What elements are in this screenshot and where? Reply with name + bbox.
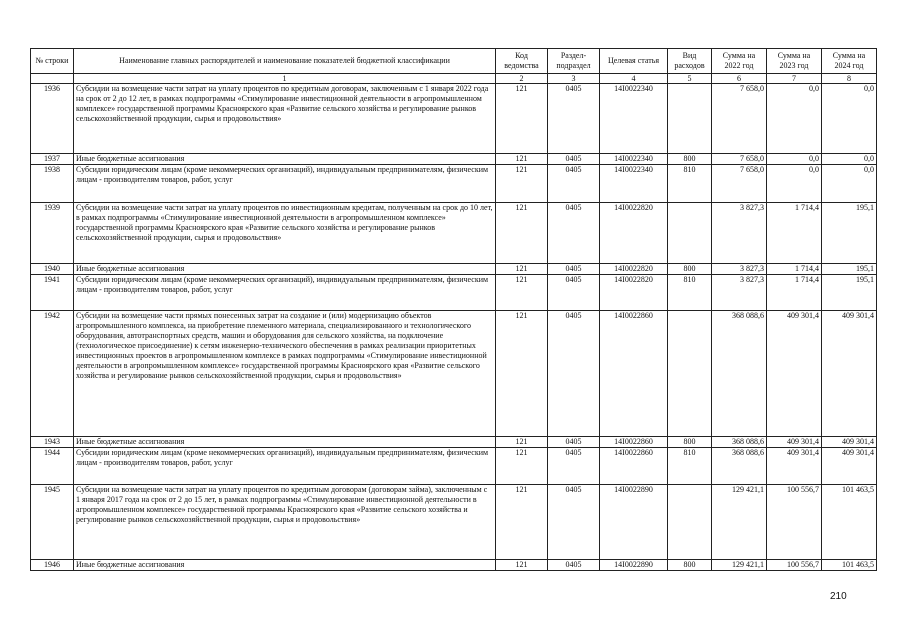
row-section: 0405 bbox=[548, 275, 600, 311]
table-row bbox=[31, 448, 877, 485]
row-target: 14I0022860 bbox=[600, 311, 668, 437]
row-target: 14I0022890 bbox=[600, 485, 668, 560]
header-sum-2022: Сумма на 2022 год bbox=[712, 49, 767, 74]
table-row bbox=[31, 560, 877, 571]
row-name: Иные бюджетные ассигнования bbox=[74, 154, 496, 165]
row-sum-2023: 1 714,4 bbox=[767, 275, 822, 311]
row-type bbox=[668, 203, 712, 264]
row-sum-2023: 100 556,7 bbox=[767, 560, 822, 571]
table-row bbox=[31, 437, 877, 448]
row-type bbox=[668, 311, 712, 437]
row-sum-2024: 0,0 bbox=[822, 165, 877, 203]
row-no: 1944 bbox=[31, 448, 74, 485]
table-row bbox=[31, 264, 877, 275]
row-sum-2024: 409 301,4 bbox=[822, 437, 877, 448]
col-number: 8 bbox=[822, 74, 877, 84]
row-dept: 121 bbox=[496, 437, 548, 448]
table-row bbox=[31, 165, 877, 203]
row-name: Иные бюджетные ассигнования bbox=[74, 264, 496, 275]
row-sum-2024: 195,1 bbox=[822, 203, 877, 264]
row-section: 0405 bbox=[548, 311, 600, 437]
row-type: 810 bbox=[668, 165, 712, 203]
row-sum-2023: 0,0 bbox=[767, 165, 822, 203]
row-no: 1938 bbox=[31, 165, 74, 203]
row-sum-2023: 409 301,4 bbox=[767, 448, 822, 485]
row-section: 0405 bbox=[548, 154, 600, 165]
table-header-row bbox=[31, 49, 877, 74]
row-name: Иные бюджетные ассигнования bbox=[74, 437, 496, 448]
row-section: 0405 bbox=[548, 448, 600, 485]
row-no: 1945 bbox=[31, 485, 74, 560]
column-number-row bbox=[31, 74, 877, 84]
table-row bbox=[31, 203, 877, 264]
row-sum-2022: 7 658,0 bbox=[712, 84, 767, 154]
row-no: 1946 bbox=[31, 560, 74, 571]
row-type: 800 bbox=[668, 560, 712, 571]
row-no: 1941 bbox=[31, 275, 74, 311]
row-sum-2024: 0,0 bbox=[822, 154, 877, 165]
row-dept: 121 bbox=[496, 311, 548, 437]
row-name: Субсидии юридическим лицам (кроме некоммерческих организаций), индивидуальным предпринимателям, физическим лицам - производителям товаров, работ, услуг bbox=[74, 165, 496, 203]
row-sum-2023: 409 301,4 bbox=[767, 437, 822, 448]
row-name: Субсидии юридическим лицам (кроме некоммерческих организаций), индивидуальным предпринимателям, физическим лицам - производителям товаров, работ, услуг bbox=[74, 275, 496, 311]
row-section: 0405 bbox=[548, 485, 600, 560]
row-sum-2024: 195,1 bbox=[822, 264, 877, 275]
row-dept: 121 bbox=[496, 165, 548, 203]
row-sum-2023: 409 301,4 bbox=[767, 311, 822, 437]
row-sum-2022: 368 088,6 bbox=[712, 437, 767, 448]
row-name: Субсидии на возмещение части затрат на уплату процентов по кредитным договорам, заключенным с 1 января 2022 года на срок от 2 до 12 лет, в рамках подпрограммы «Стимулирование инвестиционной деятельности в агропромышленном комплексе» государственной программы Красноярского края «Развитие сельского хозяйства и регулирование рынков сельскохозяйственной продукции, сырья и продовольствия» bbox=[74, 84, 496, 154]
row-dept: 121 bbox=[496, 448, 548, 485]
row-target: 14I0022340 bbox=[600, 165, 668, 203]
row-sum-2023: 100 556,7 bbox=[767, 485, 822, 560]
table-row bbox=[31, 311, 877, 437]
table-row bbox=[31, 84, 877, 154]
row-sum-2024: 409 301,4 bbox=[822, 448, 877, 485]
row-no: 1943 bbox=[31, 437, 74, 448]
col-number: 7 bbox=[767, 74, 822, 84]
row-name: Субсидии на возмещение части затрат на уплату процентов по кредитным договорам (договорам займа), заключенным с 1 января 2017 года на срок от 2 до 15 лет, в рамках подпрограммы «Стимулирование инвестиционной деятельности в агропромышленном комплексе» государственной программы Красноярского края «Развитие сельского хозяйства и регулирование рынков сельскохозяйственной продукции, сырья и продовольствия» bbox=[74, 485, 496, 560]
row-sum-2024: 101 463,5 bbox=[822, 485, 877, 560]
row-sum-2022: 368 088,6 bbox=[712, 448, 767, 485]
row-no: 1939 bbox=[31, 203, 74, 264]
row-sum-2024: 409 301,4 bbox=[822, 311, 877, 437]
row-sum-2024: 101 463,5 bbox=[822, 560, 877, 571]
row-sum-2022: 3 827,3 bbox=[712, 275, 767, 311]
header-name: Наименование главных распорядителей и наименование показателей бюджетной классификации bbox=[74, 49, 496, 74]
col-number: 1 bbox=[74, 74, 496, 84]
row-section: 0405 bbox=[548, 165, 600, 203]
row-sum-2023: 0,0 bbox=[767, 84, 822, 154]
row-target: 14I0022860 bbox=[600, 437, 668, 448]
row-type: 800 bbox=[668, 154, 712, 165]
col-number: 4 bbox=[600, 74, 668, 84]
row-target: 14I0022340 bbox=[600, 154, 668, 165]
row-dept: 121 bbox=[496, 264, 548, 275]
row-target: 14I0022820 bbox=[600, 203, 668, 264]
row-sum-2022: 3 827,3 bbox=[712, 203, 767, 264]
col-number: 6 bbox=[712, 74, 767, 84]
row-name: Иные бюджетные ассигнования bbox=[74, 560, 496, 571]
row-sum-2022: 129 421,1 bbox=[712, 485, 767, 560]
row-type bbox=[668, 485, 712, 560]
row-type: 810 bbox=[668, 275, 712, 311]
row-sum-2022: 129 421,1 bbox=[712, 560, 767, 571]
row-dept: 121 bbox=[496, 84, 548, 154]
table-row bbox=[31, 485, 877, 560]
row-type bbox=[668, 84, 712, 154]
header-type: Вид расходов bbox=[668, 49, 712, 74]
row-section: 0405 bbox=[548, 560, 600, 571]
col-number bbox=[31, 74, 74, 84]
row-sum-2023: 0,0 bbox=[767, 154, 822, 165]
row-target: 14I0022820 bbox=[600, 275, 668, 311]
table-row bbox=[31, 275, 877, 311]
col-number: 3 bbox=[548, 74, 600, 84]
row-type: 800 bbox=[668, 437, 712, 448]
row-dept: 121 bbox=[496, 485, 548, 560]
row-no: 1937 bbox=[31, 154, 74, 165]
row-section: 0405 bbox=[548, 84, 600, 154]
row-target: 14I0022860 bbox=[600, 448, 668, 485]
row-name: Субсидии юридическим лицам (кроме некоммерческих организаций), индивидуальным предпринимателям, физическим лицам - производителям товаров, работ, услуг bbox=[74, 448, 496, 485]
header-sum-2023: Сумма на 2023 год bbox=[767, 49, 822, 74]
row-target: 14I0022340 bbox=[600, 84, 668, 154]
row-sum-2024: 195,1 bbox=[822, 275, 877, 311]
header-sum-2024: Сумма на 2024 год bbox=[822, 49, 877, 74]
row-sum-2024: 0,0 bbox=[822, 84, 877, 154]
row-sum-2022: 7 658,0 bbox=[712, 154, 767, 165]
row-section: 0405 bbox=[548, 264, 600, 275]
row-dept: 121 bbox=[496, 154, 548, 165]
row-sum-2022: 3 827,3 bbox=[712, 264, 767, 275]
row-section: 0405 bbox=[548, 203, 600, 264]
budget-table bbox=[30, 48, 877, 571]
row-target: 14I0022820 bbox=[600, 264, 668, 275]
header-section: Раздел- подраздел bbox=[548, 49, 600, 74]
row-dept: 121 bbox=[496, 560, 548, 571]
header-dept: Код ведомства bbox=[496, 49, 548, 74]
row-sum-2023: 1 714,4 bbox=[767, 203, 822, 264]
row-target: 14I0022890 bbox=[600, 560, 668, 571]
row-sum-2023: 1 714,4 bbox=[767, 264, 822, 275]
row-no: 1940 bbox=[31, 264, 74, 275]
header-row-no: № строки bbox=[31, 49, 74, 74]
row-type: 800 bbox=[668, 264, 712, 275]
row-name: Субсидии на возмещение части затрат на уплату процентов по инвестиционным кредитам, полученным на срок до 10 лет, в рамках подпрограммы «Стимулирование инвестиционной деятельности в агропромышленном комплексе» государственной программы Красноярского края «Развитие сельского хозяйства и регулирование рынков сельскохозяйственной продукции, сырья и продовольствия» bbox=[74, 203, 496, 264]
row-no: 1936 bbox=[31, 84, 74, 154]
row-sum-2022: 368 088,6 bbox=[712, 311, 767, 437]
row-no: 1942 bbox=[31, 311, 74, 437]
row-dept: 121 bbox=[496, 203, 548, 264]
page-number: 210 bbox=[830, 591, 847, 602]
col-number: 5 bbox=[668, 74, 712, 84]
row-sum-2022: 7 658,0 bbox=[712, 165, 767, 203]
row-name: Субсидии на возмещение части прямых понесенных затрат на создание и (или) модернизацию объектов агропромышленного комплекса, на приобретение племенного материала, специализированного и технологического оборудования, автотранспортных средств, машин и оборудования для сельского хозяйства, на подключение (технологическое присоединение) к сетям инженерно-технического обеспечения в рамках реализации приоритетных инвестиционных проектов в агропромышленном комплексе в рамках подпрограммы «Стимулирование инвестиционной деятельности в агропромышленном комплексе» государственной программы Красноярского края «Развитие сельского хозяйства и регулирование рынков сельскохозяйственной продукции, сырья и продовольствия» bbox=[74, 311, 496, 437]
row-type: 810 bbox=[668, 448, 712, 485]
row-dept: 121 bbox=[496, 275, 548, 311]
table-row bbox=[31, 154, 877, 165]
col-number: 2 bbox=[496, 74, 548, 84]
header-target: Целевая статья bbox=[600, 49, 668, 74]
row-section: 0405 bbox=[548, 437, 600, 448]
